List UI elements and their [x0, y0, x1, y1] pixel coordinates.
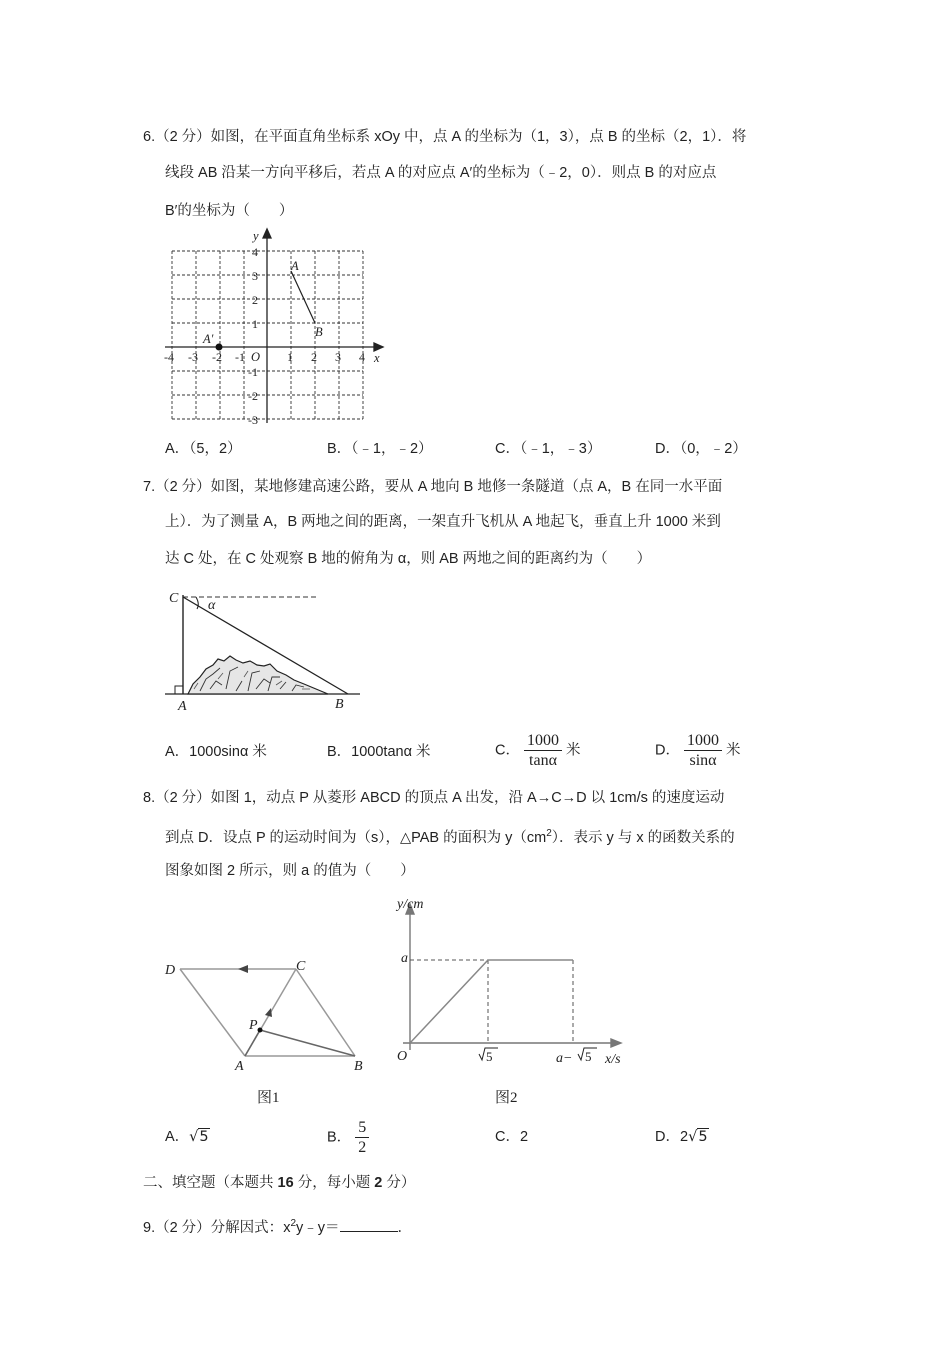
q8-option-b[interactable] [327, 1118, 369, 1157]
q9-prefix: 9.（2 分）分解因式： [143, 1219, 284, 1236]
q7-label-alpha: α [208, 598, 216, 613]
q7-label-b: B [335, 697, 344, 712]
q6-option-a[interactable]: A．（5，2） [165, 441, 242, 457]
q7-option-d-denominator: sinα [689, 752, 717, 769]
q9-expr-x: x [283, 1219, 291, 1236]
q7-option-d-fraction [684, 731, 722, 770]
section-2-total: 16 [277, 1175, 294, 1191]
q6-y-tick: 1 [252, 317, 258, 331]
q7-option-d-unit: 米 [726, 742, 741, 759]
q7-option-b[interactable]: B．1000tanα 米 [327, 744, 431, 760]
q8-fig2-y-axis-label: y/cm [397, 897, 424, 912]
q8-option-b-prefix: B． [327, 1129, 352, 1146]
q8-option-a-prefix: A． [165, 1129, 190, 1145]
q7-tunnel-figure [160, 585, 370, 715]
q8-fig1-label-c: C [296, 959, 306, 974]
q9-end: ． [397, 1219, 412, 1236]
q8-figure-2-graph [375, 890, 635, 1075]
q8-line-2-text-a: 到点 D．设点 P 的运动时间为（s），△PAB 的面积为 y（cm [165, 829, 547, 846]
q8-arrow-icon [238, 965, 248, 973]
q8-figure-1-rhombus [160, 955, 380, 1105]
q6-y-axis-label: y [253, 229, 259, 243]
q8-fig2-origin: O [397, 1049, 408, 1064]
q7-line-1: 7.（2 分）如图，某地修建高速公路，要从 A 地向 B 地修一条隧道（点 A，B 在同一水平面 [143, 479, 723, 495]
q6-x-tick: -1 [235, 350, 245, 364]
q8-option-d-prefix: D． [655, 1129, 680, 1145]
q8-option-a-sqrt: √5 [189, 1129, 209, 1145]
q8-line-2-superscript: 2 [546, 828, 552, 839]
q6-y-tick: -1 [248, 365, 258, 379]
q8-fig2-tick-a-minus: a− [556, 1051, 573, 1066]
q8-figure-1-caption: 图1 [257, 1090, 280, 1106]
q8-arrow-icon [265, 1008, 272, 1017]
q6-y-tick: -3 [248, 413, 258, 427]
q7-option-d-prefix: D． [655, 742, 680, 759]
q7-option-d-numerator: 1000 [684, 731, 722, 751]
section-2-each: 2 [374, 1175, 383, 1191]
q6-y-tick: -2 [248, 389, 258, 403]
q7-option-c-denominator: tanα [529, 752, 557, 769]
q8-option-d-coefficient: 2 [679, 1129, 689, 1145]
q6-line-3: B′的坐标为（ ） [165, 203, 294, 219]
q8-option-b-denominator: 2 [358, 1139, 367, 1156]
q7-option-c-fraction [524, 731, 562, 770]
q8-line-2-text-b: ）．表示 y 与 x 的函数关系的 [551, 829, 735, 846]
q8-option-a-radicand: 5 [199, 1129, 209, 1145]
q8-fig2-x-axis-label: x/s [605, 1052, 621, 1067]
q8-fig2-label-a: a [401, 951, 408, 966]
section-2-prefix: 二、填空题（本题共 [143, 1175, 278, 1191]
q6-y-tick: 2 [252, 293, 258, 307]
q6-x-tick: 2 [311, 350, 317, 364]
q8-line-2 [165, 824, 735, 848]
section-2-heading [143, 1173, 415, 1193]
q8-line-3: 图象如图 2 所示，则 a 的值为（ ） [165, 863, 415, 879]
q7-option-c-numerator: 1000 [524, 731, 562, 751]
q8-line-1: 8.（2 分）如图 1，动点 P 从菱形 ABCD 的顶点 A 出发，沿 A→C→D 以 1cm/s 的速度运动 [143, 790, 725, 806]
q8-option-d-sqrt: √5 [688, 1129, 708, 1145]
q7-line-2: 上）．为了测量 A，B 两地之间的距离，一架直升飞机从 A 地起飞，垂直上升 1000 米到 [165, 514, 721, 530]
q6-line-1: 6.（2 分）如图，在平面直角坐标系 xOy 中，点 A 的坐标为（1，3），点 B 的坐标（2，1）．将 [143, 129, 747, 145]
q6-y-tick: 4 [252, 245, 258, 259]
q7-option-d[interactable] [655, 731, 741, 770]
q7-option-c-unit: 米 [566, 742, 581, 759]
q6-origin-label: O [251, 350, 261, 364]
q8-figure-2-caption: 图2 [495, 1090, 518, 1106]
mountain-icon [188, 656, 328, 694]
q7-option-c[interactable] [495, 731, 581, 770]
q7-label-a: A [178, 699, 187, 714]
q6-x-tick: 1 [287, 350, 293, 364]
q6-axes [165, 229, 383, 423]
q6-x-tick: -3 [188, 350, 198, 364]
q9-expr-rest: y﹣y＝ [296, 1219, 340, 1236]
q6-label-a: A [291, 259, 299, 273]
q8-fig1-label-p: P [249, 1018, 258, 1033]
q8-option-b-numerator: 5 [355, 1118, 369, 1138]
q8-option-d-radicand: 5 [698, 1129, 708, 1145]
q7-label-c: C [169, 591, 179, 606]
q8-fig2-tick-sqrt5-b: 5 [585, 1049, 592, 1064]
q6-option-b[interactable]: B．（﹣1，﹣2） [327, 441, 433, 457]
q6-x-axis-label: x [374, 351, 380, 365]
q8-option-a[interactable] [165, 1127, 210, 1147]
q6-label-b: B [315, 325, 323, 339]
section-2-suffix: 分） [382, 1175, 416, 1191]
q6-option-d[interactable]: D．（0，﹣2） [655, 441, 747, 457]
q6-line-2: 线段 AB 沿某一方向平移后，若点 A 的对应点 A′的坐标为（﹣2，0）．则点 B 的对应点 [165, 165, 717, 181]
q6-y-tick: 3 [252, 269, 258, 283]
q8-fig1-label-d: D [165, 963, 176, 978]
q7-option-a[interactable]: A．1000sinα 米 [165, 744, 267, 760]
q8-fig1-label-b: B [354, 1059, 363, 1074]
q6-x-tick: -2 [212, 350, 222, 364]
q8-option-d[interactable] [655, 1127, 709, 1147]
q8-fig2-tick-sqrt5: 5 [486, 1049, 493, 1064]
q6-label-a-prime: A′ [203, 332, 214, 346]
q9-expr-superscript: 2 [290, 1218, 296, 1229]
q7-option-c-prefix: C． [495, 742, 520, 759]
q6-x-tick: 4 [359, 350, 365, 364]
q8-option-b-fraction [355, 1118, 369, 1157]
q6-coordinate-figure [160, 228, 390, 428]
q6-option-c[interactable]: C．（﹣1，﹣3） [495, 441, 602, 457]
q9-answer-blank[interactable] [340, 1217, 398, 1232]
q6-x-tick: -4 [164, 350, 174, 364]
q7-line-3: 达 C 处，在 C 处观察 B 地的俯角为 α，则 AB 两地之间的距离约为（ ） [165, 551, 652, 567]
section-2-middle: 分，每小题 [293, 1175, 375, 1191]
q6-segment-ab [291, 271, 315, 323]
q6-x-tick: 3 [335, 350, 341, 364]
q9-line [143, 1214, 412, 1238]
q8-option-c[interactable]: C．2 [495, 1129, 529, 1145]
q8-fig1-label-a: A [235, 1059, 244, 1074]
